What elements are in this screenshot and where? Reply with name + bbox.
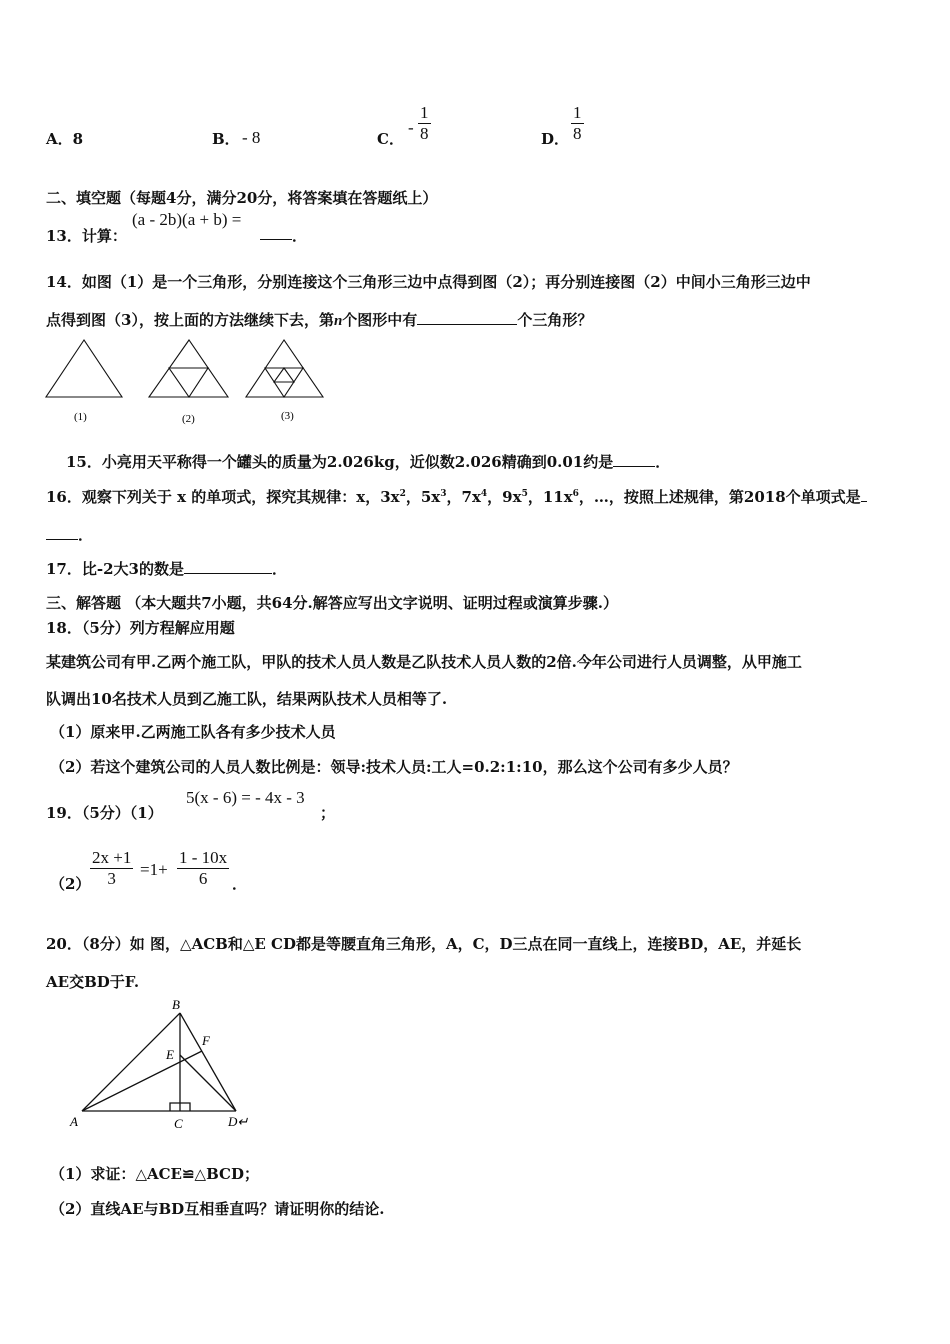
q16-exp3: 4 <box>480 489 488 499</box>
label-f: F <box>202 1033 210 1048</box>
q16-end: ． <box>78 526 94 544</box>
q16-line2 <box>46 524 93 545</box>
q20-geometry-figure <box>62 995 262 1135</box>
q14-answer-blank <box>417 310 517 325</box>
q19-f2-den: 6 <box>198 869 208 888</box>
q18-sub2: （2）若这个建筑公司的人员人数比例是：领导:技术人员:工人=0.2:1:10，那么这个公司有多少人员？ <box>50 758 738 776</box>
q14-var-n: n <box>333 313 343 329</box>
q16-answer-blank-start <box>861 487 867 502</box>
q20-sub2: （2）直线AE与BD互相垂直吗？请证明你的结论. <box>50 1200 385 1218</box>
fig2-label: (2) <box>182 413 195 425</box>
q19-fraction2 <box>177 848 229 889</box>
label-e: E <box>166 1047 174 1062</box>
q16-term3: ，7x <box>446 488 481 506</box>
option-d-num: 1 <box>573 103 582 122</box>
q14-line2 <box>46 309 592 330</box>
q16-term2: ，5x <box>405 488 441 506</box>
q13-suffix: ． <box>292 227 308 245</box>
option-c-num: 1 <box>420 103 429 122</box>
q14-line2-a: 点得到图（3），按上面的方法继续下去，第 <box>46 311 334 329</box>
fig1-triangle <box>46 340 122 397</box>
q13-expression: (a - 2b)(a + b) = <box>132 210 242 229</box>
q15-text: 15．小亮用天平称得一个罐头的质量为2.026kg，近似数2.026精确到0.01约是 <box>66 453 614 471</box>
q19-end: ． <box>232 875 248 893</box>
q17-suffix: ． <box>271 560 287 578</box>
q14-line1: 14．如图（1）是一个三角形，分别连接这个三角形三边中点得到图（2）；再分别连接图（2）中间小三角形三边中 <box>46 273 811 291</box>
q18-sub1: （1）原来甲.乙两施工队各有多少技术人员 <box>50 723 336 741</box>
fig3-inner-triangle <box>274 368 294 382</box>
q18-para2: 队调出10名技术人员到乙施工队，结果两队技术人员相等了. <box>46 690 448 708</box>
q20-line2: AE交BD于F. <box>46 973 140 991</box>
line-bd <box>180 1013 236 1111</box>
q16-exp5: 6 <box>572 489 579 499</box>
q18-para1: 某建筑公司有甲.乙两个施工队，甲队的技术人员人数是乙队技术人员人数的2倍.今年公司进行人员调整，从甲施工 <box>46 653 802 671</box>
option-c-fraction <box>418 103 431 144</box>
fig2-midpoint-triangle <box>169 368 208 397</box>
q16-line1 <box>46 486 867 507</box>
q16-exp2: 3 <box>440 489 447 499</box>
q18-title: 18．（5分）列方程解应用题 <box>46 619 235 637</box>
label-d: D↵ <box>228 1114 249 1129</box>
option-c-den: 8 <box>420 124 429 143</box>
q15-suffix: ． <box>655 453 671 471</box>
q16-text-a: 16．观察下列关于 x 的单项式，探究其规律：x，3x <box>46 488 400 506</box>
q15-line <box>66 451 670 472</box>
q15-answer-blank <box>613 452 655 467</box>
option-b-value: - 8 <box>242 128 261 147</box>
q19-equals-one-plus: =1+ <box>140 860 168 879</box>
option-c-sign: - <box>408 118 414 137</box>
q19-fraction1 <box>90 848 133 889</box>
q17-answer-blank <box>184 559 272 574</box>
q16-exp1: 2 <box>399 489 406 499</box>
option-d-fraction <box>571 103 584 144</box>
fig1-label: (1) <box>74 411 87 423</box>
fig3-label: (3) <box>281 410 294 422</box>
q13-prefix: 13．计算： <box>46 227 127 245</box>
q16-term5: ，11x <box>527 488 573 506</box>
label-c: C <box>174 1116 183 1131</box>
q19-equation1: 5(x - 6) = - 4x - 3 <box>186 788 305 807</box>
q19-sub2-label: （2） <box>50 875 91 893</box>
q19-eq1-end: ； <box>320 804 336 822</box>
q17-text: 17．比-2大3的数是 <box>46 560 184 578</box>
q16-answer-blank <box>46 525 78 540</box>
q19-prefix: 19．（5分）（1） <box>46 804 163 822</box>
q19-f1-num: 2x +1 <box>92 848 132 867</box>
q14-line2-b: 个图形中有 <box>342 311 418 329</box>
q14-line2-c: 个三角形？ <box>517 311 593 329</box>
option-a: A．8 <box>46 130 84 148</box>
q16-text-b: ，…，按照上述规律，第2018个单项式是 <box>578 488 861 506</box>
q13-answer-blank <box>260 225 292 240</box>
q20-line1: 20．（8分）如 图，△ACB和△E CD都是等腰直角三角形，A，C，D三点在同一直线上，连接BD，AE，并延长 <box>46 935 802 953</box>
option-c-label: C． <box>377 130 404 148</box>
label-b: B <box>172 997 180 1012</box>
section3-heading: 三、解答题 （本大题共7小题，共64分.解答应写出文字说明、证明过程或演算步骤.） <box>46 594 618 612</box>
q14-triangle-figures <box>40 335 340 430</box>
section2-heading: 二、填空题（每题4分，满分20分，将答案填在答题纸上） <box>46 189 438 207</box>
option-d-den: 8 <box>573 124 582 143</box>
label-a: A <box>70 1114 78 1129</box>
line-af <box>82 1051 202 1111</box>
q16-exp4: 5 <box>521 489 528 499</box>
q19-f2-num: 1 - 10x <box>179 848 228 867</box>
q19-f1-den: 3 <box>107 869 116 888</box>
option-d-label: D． <box>541 130 570 148</box>
q17-line <box>46 558 287 579</box>
option-b-label: B． <box>212 130 240 148</box>
q16-term4: ，9x <box>487 488 522 506</box>
q20-sub1: （1）求证：△ACE≌△BCD； <box>50 1165 259 1183</box>
line-ab <box>82 1013 180 1111</box>
